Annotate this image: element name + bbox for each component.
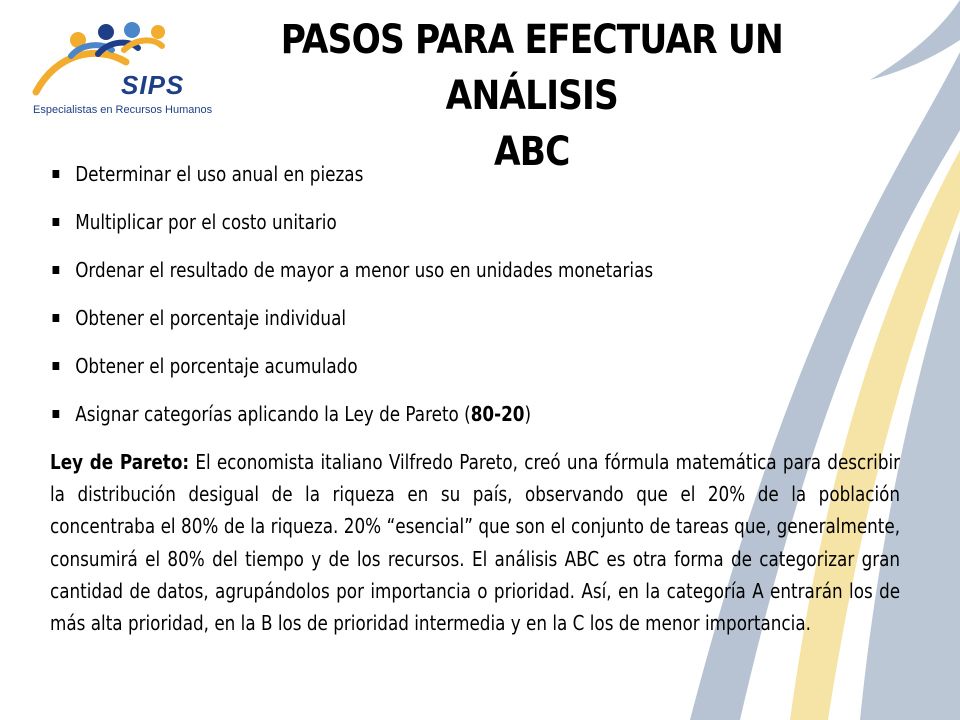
- list-item: [50, 348, 739, 396]
- list-item: [50, 396, 739, 444]
- title-line-2: ABC: [494, 129, 570, 175]
- bullet-square-icon: [53, 410, 60, 418]
- list-item-text: Multiplicar por el costo unitario: [75, 210, 337, 234]
- pareto-paragraph: [50, 446, 900, 639]
- list-item-text: Determinar el uso anual en piezas: [75, 162, 364, 186]
- paragraph-body: El economista italiano Vilfredo Pareto, creó una fórmula matemática para describir la distribución desigual de la riqueza en su país, observando que el 20% de la población concentraba el 80% de la riqueza. 20% “esencial” que son el conjunto de tareas que, generalmente, consumirá el 80% del tiempo y de los recursos. El análisis ABC es otra forma de categorizar gran cantidad de datos, agrupándolos por importancia o prioridad. Así, en la categoría A entrarán los de más alta prioridad, en la B los de prioridad intermedia y en la C los de menor importancia.: [50, 450, 901, 636]
- pareto-ratio: 80-20: [470, 402, 525, 426]
- paragraph-lead: Ley de Pareto:: [50, 450, 190, 474]
- title-line-1: PASOS PARA EFECTUAR UN ANÁLISIS: [280, 17, 783, 119]
- list-item-text: Ordenar el resultado de mayor a menor uso en unidades monetarias: [75, 258, 654, 282]
- list-item: [50, 156, 739, 204]
- steps-list: [50, 156, 870, 444]
- list-item-text: Obtener el porcentaje acumulado: [75, 354, 358, 378]
- bullet-square-icon: [53, 218, 60, 226]
- page-title: [205, 12, 859, 180]
- bullet-square-icon: [53, 362, 60, 370]
- list-item: [50, 204, 739, 252]
- bullet-square-icon: [53, 314, 60, 322]
- list-item-text-end: ): [524, 402, 532, 426]
- bullet-square-icon: [53, 170, 60, 178]
- sips-logo: [26, 14, 216, 114]
- bullet-square-icon: [53, 266, 60, 274]
- logo-tagline: Especialistas en Recursos Humanos: [33, 104, 213, 116]
- logo-brand: SIPS: [121, 70, 185, 100]
- list-item: [50, 300, 739, 348]
- list-item-text: Obtener el porcentaje individual: [75, 306, 347, 330]
- list-item: [50, 252, 739, 300]
- list-item-text: Asignar categorías aplicando la Ley de Pareto (: [75, 402, 471, 426]
